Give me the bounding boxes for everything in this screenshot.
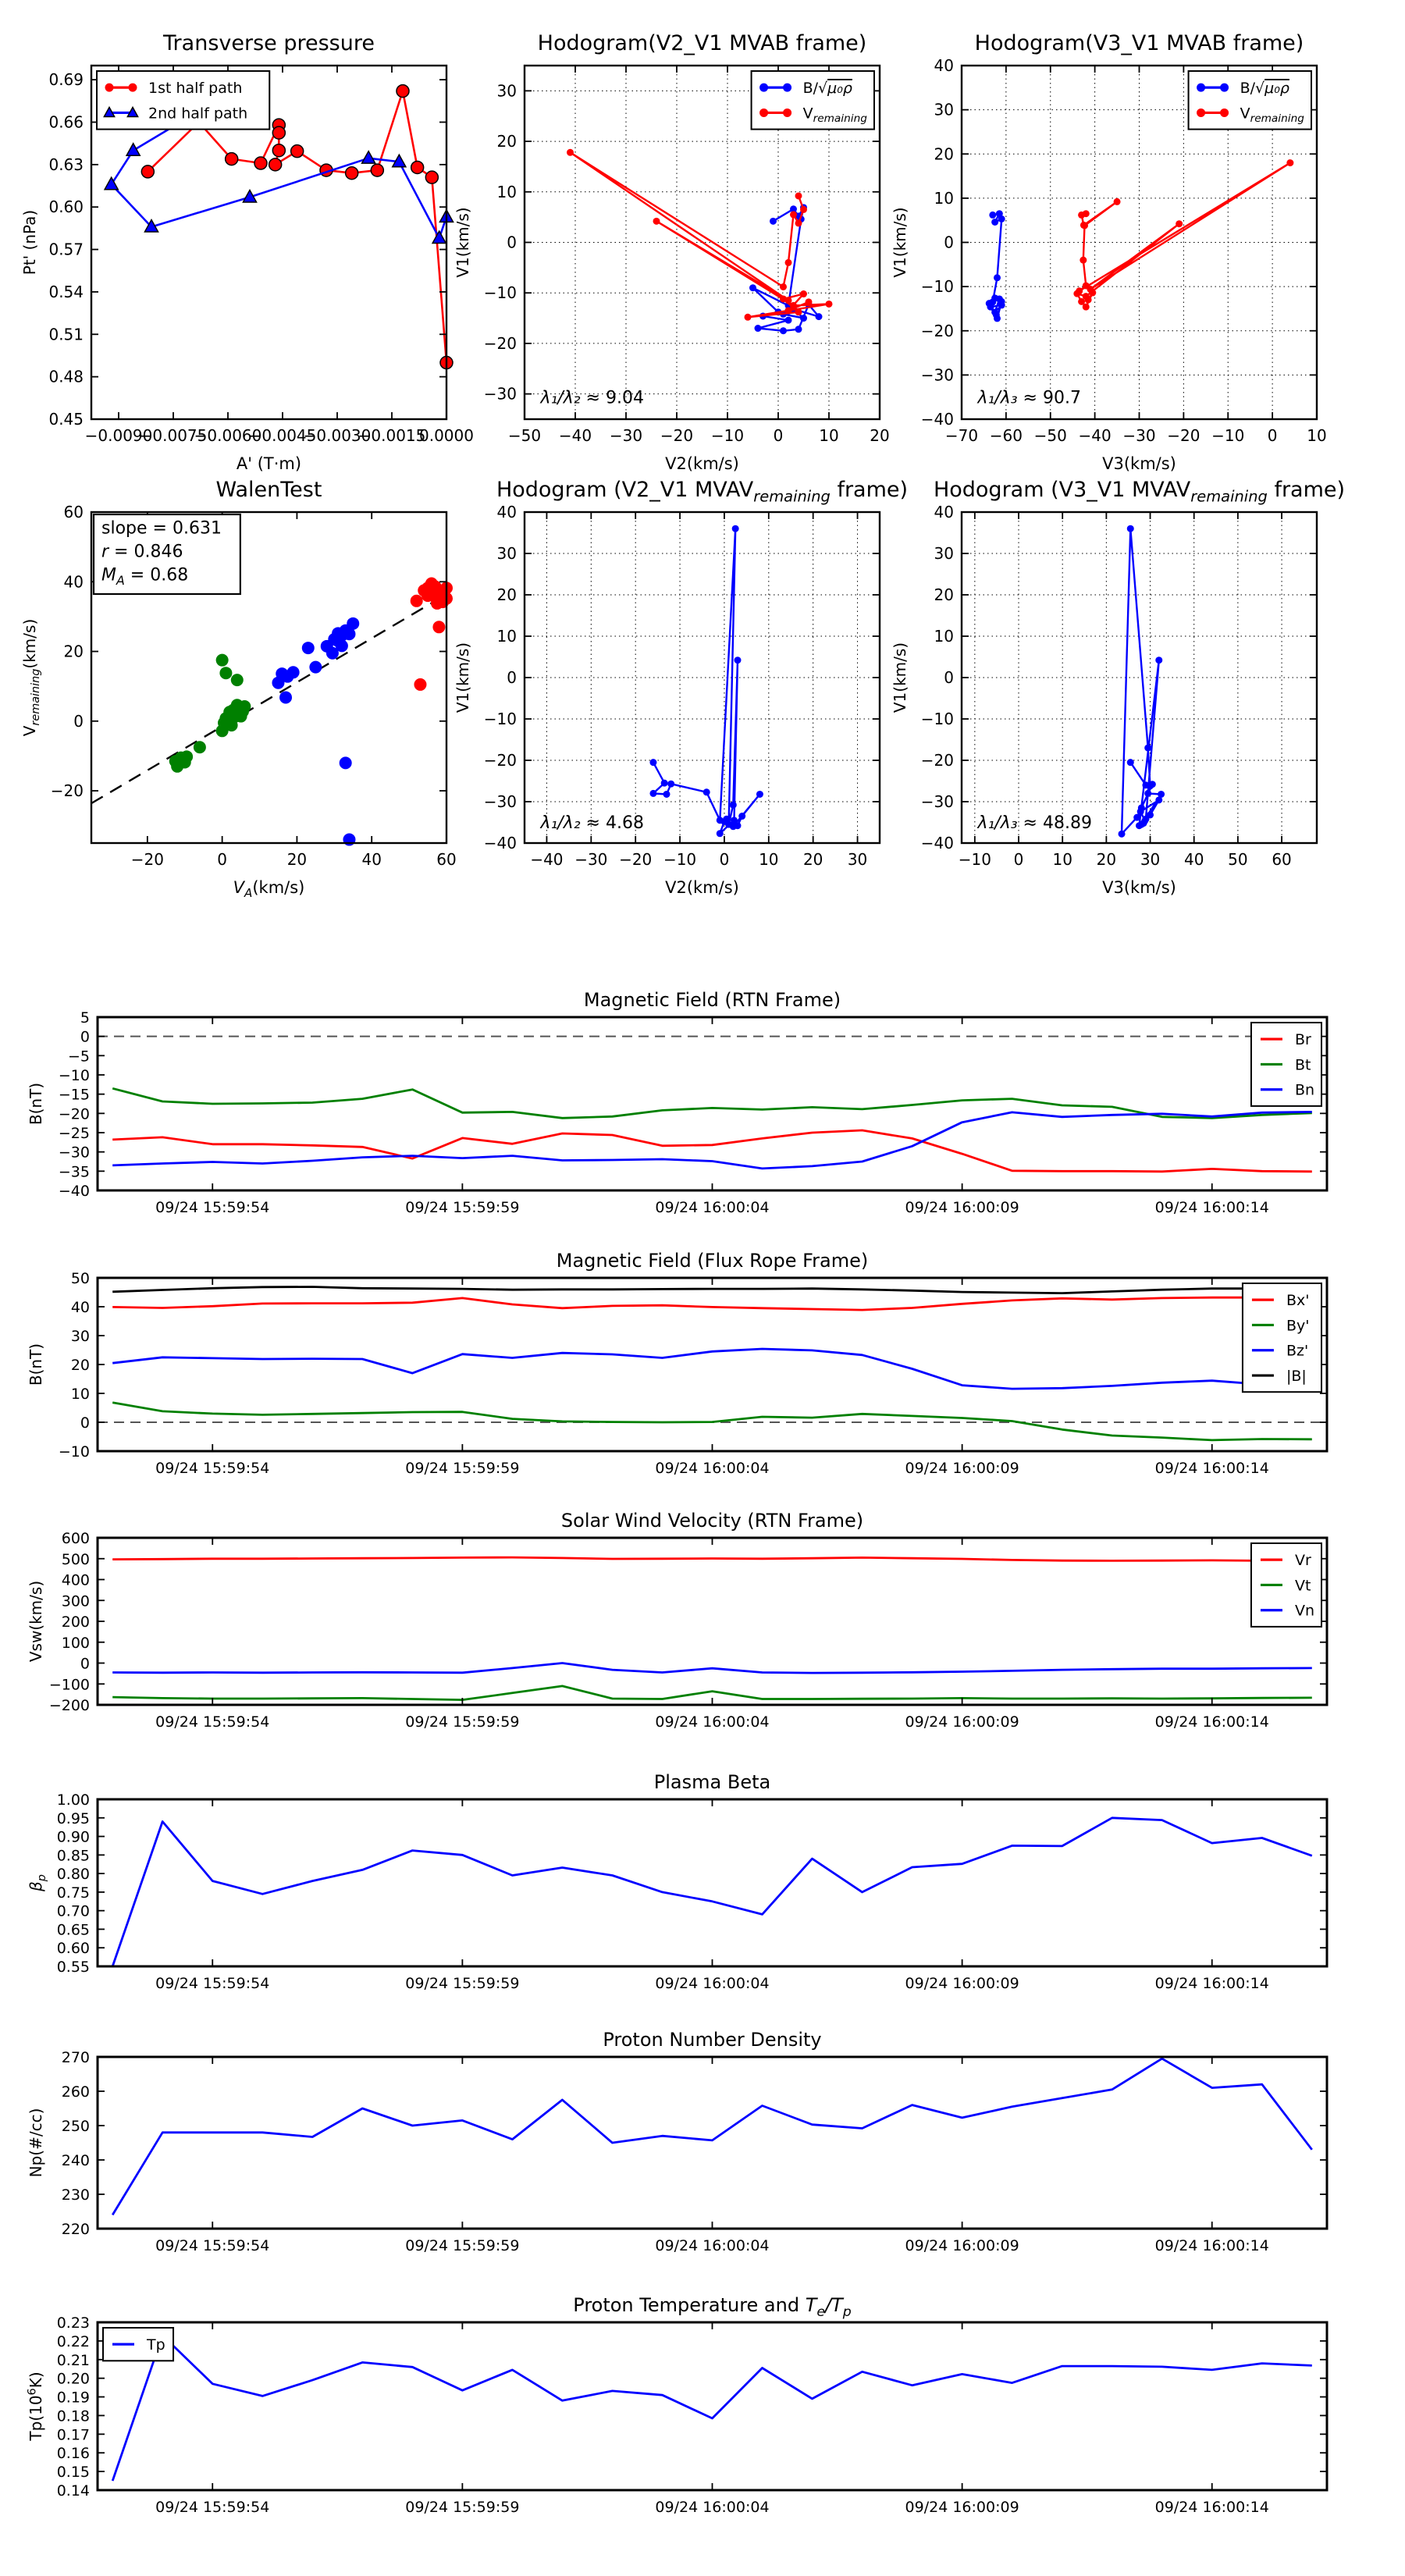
svg-text:10: 10	[70, 1386, 90, 1403]
svg-text:−30: −30	[1122, 426, 1156, 445]
svg-text:B(nT): B(nT)	[27, 1082, 45, 1126]
svg-text:0: 0	[80, 1414, 90, 1432]
svg-text:500: 500	[61, 1550, 90, 1568]
svg-text:0.54: 0.54	[48, 282, 84, 301]
svg-text:V2(km/s): V2(km/s)	[665, 454, 739, 473]
svg-text:0.21: 0.21	[56, 2351, 90, 2369]
svg-text:10: 10	[759, 850, 779, 869]
svg-text:20: 20	[934, 144, 954, 164]
svg-text:09/24 16:00:14: 09/24 16:00:14	[1154, 1713, 1269, 1731]
svg-text:0.20: 0.20	[56, 2370, 90, 2388]
svg-text:0: 0	[507, 233, 517, 252]
chart-walen-test	[20, 478, 457, 900]
svg-text:260: 260	[61, 2083, 90, 2101]
svg-text:09/24 16:00:09: 09/24 16:00:09	[905, 2499, 1019, 2516]
svg-text:09/24 16:00:14: 09/24 16:00:14	[1154, 1460, 1269, 1477]
svg-text:−0.0045: −0.0045	[248, 426, 317, 445]
svg-text:−60: −60	[989, 426, 1023, 445]
svg-text:09/24 15:59:59: 09/24 15:59:59	[405, 1199, 520, 1216]
svg-text:60: 60	[1272, 850, 1292, 869]
svg-text:|B|: |B|	[1286, 1367, 1307, 1385]
svg-text:20: 20	[934, 585, 954, 604]
svg-text:10: 10	[934, 188, 954, 208]
svg-text:−10: −10	[920, 710, 954, 728]
svg-text:0: 0	[944, 233, 954, 252]
chart-mag-fluxrope	[27, 1250, 1327, 1477]
svg-text:−200: −200	[48, 1697, 90, 1714]
svg-text:−30: −30	[574, 850, 608, 869]
svg-text:B/√μ₀ρ: B/√μ₀ρ	[802, 79, 852, 97]
chart-plasma-beta	[27, 1771, 1327, 1992]
svg-text:−40: −40	[920, 410, 954, 429]
svg-text:−25: −25	[58, 1125, 90, 1142]
svg-text:20: 20	[870, 426, 890, 445]
svg-text:0.65: 0.65	[56, 1921, 90, 1939]
svg-text:0.18: 0.18	[56, 2407, 90, 2425]
svg-text:0.23: 0.23	[56, 2314, 90, 2332]
svg-text:0.48: 0.48	[48, 367, 84, 386]
svg-text:40: 40	[934, 56, 954, 75]
svg-text:−0.0015: −0.0015	[357, 426, 426, 445]
svg-text:V1(km/s): V1(km/s)	[891, 642, 909, 713]
svg-text:400: 400	[61, 1571, 90, 1589]
svg-text:V3(km/s): V3(km/s)	[1102, 878, 1176, 897]
svg-text:−0.0075: −0.0075	[139, 426, 208, 445]
svg-text:−20: −20	[1167, 426, 1200, 445]
svg-text:300: 300	[61, 1592, 90, 1610]
svg-text:−10: −10	[58, 1067, 90, 1084]
svg-text:−70: −70	[944, 426, 979, 445]
svg-text:30: 30	[496, 544, 517, 563]
svg-text:Bt: Bt	[1294, 1056, 1311, 1074]
svg-text:0: 0	[944, 668, 954, 687]
svg-text:0.80: 0.80	[56, 1866, 90, 1884]
svg-text:−20: −20	[920, 751, 954, 770]
svg-text:V2(km/s): V2(km/s)	[665, 878, 739, 897]
svg-text:09/24 15:59:59: 09/24 15:59:59	[405, 1975, 520, 1992]
svg-text:0: 0	[80, 1655, 90, 1673]
svg-text:09/24 16:00:09: 09/24 16:00:09	[905, 2237, 1019, 2254]
svg-text:−10: −10	[663, 850, 697, 869]
chart-transverse-pressure	[20, 31, 474, 473]
chart-vsw-rtn	[27, 1510, 1327, 1731]
svg-text:−0.0090: −0.0090	[84, 426, 153, 445]
svg-text:0: 0	[1013, 850, 1024, 869]
svg-text:09/24 15:59:54: 09/24 15:59:54	[155, 2237, 270, 2254]
svg-text:Solar Wind Velocity (RTN Frame: Solar Wind Velocity (RTN Frame)	[560, 1510, 864, 1532]
svg-text:−20: −20	[619, 850, 653, 869]
svg-text:30: 30	[847, 850, 868, 869]
svg-text:Plasma Beta: Plasma Beta	[653, 1771, 771, 1793]
svg-text:09/24 16:00:14: 09/24 16:00:14	[1154, 1199, 1269, 1216]
svg-text:40: 40	[63, 572, 84, 592]
svg-text:Vt: Vt	[1294, 1577, 1311, 1595]
svg-text:Magnetic Field (Flux Rope Fram: Magnetic Field (Flux Rope Frame)	[556, 1250, 869, 1272]
svg-text:09/24 16:00:04: 09/24 16:00:04	[655, 1975, 770, 1992]
svg-text:09/24 16:00:09: 09/24 16:00:09	[905, 1199, 1019, 1216]
svg-text:Hodogram(V2_V1 MVAB frame): Hodogram(V2_V1 MVAB frame)	[537, 31, 867, 55]
svg-text:10: 10	[1307, 426, 1327, 445]
svg-text:By': By'	[1286, 1317, 1310, 1335]
svg-text:Vr: Vr	[1294, 1551, 1311, 1569]
svg-text:0.60: 0.60	[56, 1940, 90, 1958]
svg-text:10: 10	[496, 627, 517, 646]
svg-text:−0.0030: −0.0030	[303, 426, 372, 445]
svg-text:40: 40	[496, 503, 517, 521]
svg-text:60: 60	[436, 850, 457, 869]
svg-text:0.17: 0.17	[56, 2426, 90, 2444]
svg-text:0.0000: 0.0000	[419, 426, 474, 445]
svg-text:0.15: 0.15	[56, 2464, 90, 2482]
svg-text:−40: −40	[58, 1183, 90, 1200]
svg-text:r = 0.846: r = 0.846	[101, 542, 183, 562]
svg-text:V1(km/s): V1(km/s)	[454, 207, 472, 278]
svg-text:B(nT): B(nT)	[27, 1343, 45, 1386]
chart-hodogram-v3v1-mvav	[891, 478, 1345, 897]
svg-text:−20: −20	[483, 751, 517, 770]
chart-mag-rtn	[27, 989, 1327, 1216]
svg-text:230: 230	[61, 2186, 90, 2204]
svg-text:WalenTest: WalenTest	[215, 478, 322, 502]
svg-text:0.55: 0.55	[56, 1959, 90, 1976]
svg-text:−10: −10	[958, 850, 991, 869]
svg-text:Tp: Tp	[147, 2336, 165, 2354]
chart-proton-density	[27, 2029, 1327, 2254]
svg-text:0.69: 0.69	[48, 70, 84, 90]
svg-text:30: 30	[934, 544, 954, 563]
svg-text:Br: Br	[1294, 1030, 1311, 1048]
svg-text:βp: $\beta_p$	[27, 1874, 48, 1891]
svg-text:λ₁/λ₂ ≈ 4.68: λ₁/λ₂ ≈ 4.68	[540, 813, 644, 833]
svg-text:20: 20	[496, 132, 517, 151]
chart-proton-temp	[26, 2294, 1327, 2516]
svg-text:Tp(106K): $Tp(10^6K)$	[26, 2371, 45, 2441]
svg-text:−10: −10	[483, 283, 517, 303]
svg-text:09/24 16:00:04: 09/24 16:00:04	[655, 1199, 770, 1216]
svg-text:V1(km/s): V1(km/s)	[454, 642, 472, 713]
svg-text:−10: −10	[58, 1443, 90, 1461]
svg-text:0.66: 0.66	[48, 112, 84, 132]
svg-text:0: 0	[217, 850, 227, 869]
svg-text:09/24 15:59:54: 09/24 15:59:54	[155, 1199, 270, 1216]
svg-text:09/24 15:59:54: 09/24 15:59:54	[155, 1713, 270, 1731]
svg-text:09/24 15:59:59: 09/24 15:59:59	[405, 2237, 520, 2254]
svg-text:0: 0	[719, 850, 730, 869]
svg-text:0.63: 0.63	[48, 155, 84, 174]
svg-text:−10: −10	[710, 426, 745, 445]
svg-text:−40: −40	[920, 834, 954, 852]
svg-text:10: 10	[1052, 850, 1072, 869]
svg-text:0.16: 0.16	[56, 2445, 90, 2463]
svg-text:50: 50	[70, 1270, 90, 1287]
svg-text:30: 30	[70, 1328, 90, 1345]
svg-text:09/24 15:59:59: 09/24 15:59:59	[405, 2499, 520, 2516]
svg-text:20: 20	[286, 850, 308, 869]
svg-text:0: 0	[73, 711, 84, 731]
svg-text:Vremaining: $V_{remaining}$	[802, 105, 867, 125]
svg-text:1.00: 1.00	[56, 1791, 90, 1809]
svg-text:−5: −5	[67, 1048, 90, 1066]
svg-text:100: 100	[61, 1634, 90, 1652]
svg-text:Proton Temperature and Te/Tp: Proton Temperature and $T_e/T_p$	[573, 2294, 852, 2320]
svg-text:−30: −30	[483, 792, 517, 811]
svg-text:−40: −40	[558, 426, 592, 445]
svg-text:−100: −100	[48, 1676, 90, 1694]
svg-text:slope = 0.631: slope = 0.631	[101, 518, 222, 539]
svg-text:MA = 0.68: $M_A = 0.68$	[101, 565, 189, 588]
svg-text:30: 30	[934, 100, 954, 119]
svg-text:09/24 16:00:04: 09/24 16:00:04	[655, 1713, 770, 1731]
svg-text:1st half path: 1st half path	[148, 79, 243, 97]
svg-text:V3(km/s): V3(km/s)	[1102, 454, 1176, 473]
svg-text:Transverse pressure: Transverse pressure	[163, 31, 375, 55]
svg-text:09/24 16:00:04: 09/24 16:00:04	[655, 2237, 770, 2254]
svg-text:09/24 15:59:54: 09/24 15:59:54	[155, 2499, 270, 2516]
svg-text:0.57: 0.57	[48, 240, 84, 259]
svg-text:0.90: 0.90	[56, 1828, 90, 1846]
svg-text:20: 20	[496, 585, 517, 604]
svg-text:270: 270	[61, 2049, 90, 2066]
svg-text:Magnetic Field (RTN Frame): Magnetic Field (RTN Frame)	[583, 989, 841, 1011]
svg-text:−0.0060: −0.0060	[194, 426, 262, 445]
svg-text:−20: −20	[58, 1105, 90, 1123]
svg-text:−40: −40	[483, 834, 517, 852]
svg-text:10: 10	[496, 182, 517, 201]
svg-text:Bn: Bn	[1294, 1081, 1315, 1099]
svg-text:0.75: 0.75	[56, 1884, 90, 1902]
svg-text:−40: −40	[1078, 426, 1112, 445]
svg-text:40: 40	[1183, 850, 1204, 869]
svg-text:−20: −20	[130, 850, 164, 869]
svg-text:0: 0	[80, 1028, 90, 1046]
svg-text:0.85: 0.85	[56, 1847, 90, 1865]
svg-text:−50: −50	[1033, 426, 1067, 445]
svg-text:20: 20	[63, 642, 84, 661]
svg-text:09/24 16:00:04: 09/24 16:00:04	[655, 1460, 770, 1477]
svg-text:Bx': Bx'	[1286, 1291, 1310, 1309]
svg-text:600: 600	[61, 1530, 90, 1547]
svg-text:Bz': Bz'	[1286, 1342, 1309, 1360]
svg-text:09/24 16:00:09: 09/24 16:00:09	[905, 1975, 1019, 1992]
svg-text:Vremaining: $V_{remaining}$	[1240, 105, 1304, 125]
svg-text:20: 20	[1096, 850, 1117, 869]
svg-text:09/24 16:00:09: 09/24 16:00:09	[905, 1460, 1019, 1477]
svg-text:Vn: Vn	[1294, 1602, 1315, 1620]
svg-text:−30: −30	[58, 1144, 90, 1162]
svg-text:5: 5	[80, 1009, 90, 1026]
svg-text:220: 220	[61, 2221, 90, 2238]
svg-text:−10: −10	[483, 710, 517, 728]
svg-text:40: 40	[70, 1299, 90, 1316]
svg-text:−10: −10	[1211, 426, 1245, 445]
svg-text:−50: −50	[507, 426, 542, 445]
svg-text:−40: −40	[530, 850, 564, 869]
svg-text:−15: −15	[58, 1086, 90, 1104]
svg-text:−20: −20	[660, 426, 694, 445]
svg-text:λ₁/λ₂ ≈ 9.04: λ₁/λ₂ ≈ 9.04	[540, 388, 644, 408]
svg-text:−20: −20	[50, 781, 84, 801]
svg-text:−30: −30	[609, 426, 643, 445]
svg-text:−30: −30	[920, 365, 954, 385]
svg-text:0.14: 0.14	[56, 2482, 90, 2500]
svg-text:50: 50	[1228, 850, 1248, 869]
svg-text:09/24 15:59:54: 09/24 15:59:54	[155, 1460, 270, 1477]
svg-text:λ₁/λ₃ ≈ 90.7: λ₁/λ₃ ≈ 90.7	[977, 388, 1081, 408]
svg-text:09/24 15:59:59: 09/24 15:59:59	[405, 1460, 520, 1477]
svg-text:Hodogram(V3_V1 MVAB frame): Hodogram(V3_V1 MVAB frame)	[974, 31, 1304, 55]
chart-hodogram-v3v1-mvab	[891, 31, 1327, 473]
svg-text:λ₁/λ₃ ≈ 48.89: λ₁/λ₃ ≈ 48.89	[977, 813, 1092, 833]
svg-text:Pt' (nPa): Pt' (nPa)	[20, 209, 39, 276]
svg-text:09/24 15:59:59: 09/24 15:59:59	[405, 1713, 520, 1731]
svg-text:0.60: 0.60	[48, 197, 84, 217]
chart-hodogram-v2v1-mvav	[454, 478, 908, 897]
svg-text:200: 200	[61, 1614, 90, 1631]
svg-text:250: 250	[61, 2118, 90, 2135]
svg-text:240: 240	[61, 2152, 90, 2169]
svg-text:−30: −30	[920, 792, 954, 811]
svg-text:−20: −20	[920, 321, 954, 340]
svg-text:V1(km/s): V1(km/s)	[891, 207, 909, 278]
svg-text:Np(#/cc): Np(#/cc)	[27, 2108, 45, 2178]
svg-text:A' (T·m): A' (T·m)	[236, 454, 302, 473]
svg-text:0.22: 0.22	[56, 2332, 90, 2350]
svg-text:Hodogram (V3_V1 MVAVremaining: Hodogram (V3_V1 $MVAV_{remaining}$ frame)	[933, 478, 1346, 506]
svg-text:40: 40	[361, 850, 382, 869]
svg-text:0.95: 0.95	[56, 1809, 90, 1827]
svg-text:Proton Number Density: Proton Number Density	[603, 2029, 822, 2051]
svg-text:B/√μ₀ρ: B/√μ₀ρ	[1240, 79, 1289, 97]
svg-text:09/24 16:00:09: 09/24 16:00:09	[905, 1713, 1019, 1731]
svg-text:Hodogram (V2_V1 MVAVremaining: Hodogram (V2_V1 $MVAV_{remaining}$ frame)	[496, 478, 909, 506]
svg-text:09/24 16:00:14: 09/24 16:00:14	[1154, 2499, 1269, 2516]
svg-text:0: 0	[773, 426, 784, 445]
svg-text:10: 10	[934, 627, 954, 646]
svg-text:09/24 16:00:14: 09/24 16:00:14	[1154, 1975, 1269, 1992]
svg-text:Vremaining(km/s): $V_{remaining}(km/s)$	[20, 618, 42, 737]
svg-text:60: 60	[63, 503, 84, 521]
svg-text:20: 20	[802, 850, 823, 869]
svg-text:0.45: 0.45	[48, 410, 84, 429]
svg-text:30: 30	[1140, 850, 1161, 869]
svg-text:−10: −10	[920, 277, 954, 297]
svg-text:09/24 16:00:14: 09/24 16:00:14	[1154, 2237, 1269, 2254]
svg-text:0.51: 0.51	[48, 325, 84, 344]
svg-text:30: 30	[496, 81, 517, 101]
svg-text:10: 10	[819, 426, 839, 445]
svg-text:09/24 16:00:04: 09/24 16:00:04	[655, 2499, 770, 2516]
svg-text:0: 0	[507, 668, 517, 687]
svg-text:09/24 15:59:54: 09/24 15:59:54	[155, 1975, 270, 1992]
svg-text:Vsw(km/s): Vsw(km/s)	[27, 1580, 45, 1663]
svg-text:−35: −35	[58, 1163, 90, 1181]
svg-text:0.19: 0.19	[56, 2389, 90, 2407]
svg-text:40: 40	[934, 503, 954, 521]
svg-text:−30: −30	[483, 384, 517, 404]
svg-text:2nd half path: 2nd half path	[148, 105, 248, 123]
svg-text:0.70: 0.70	[56, 1902, 90, 1920]
svg-text:0: 0	[1267, 426, 1278, 445]
chart-hodogram-v2v1-mvab	[454, 31, 890, 473]
svg-text:−20: −20	[483, 333, 517, 353]
svg-text:20: 20	[70, 1357, 90, 1374]
svg-text:VA(km/s): $V_A(km/s)$	[233, 878, 305, 901]
